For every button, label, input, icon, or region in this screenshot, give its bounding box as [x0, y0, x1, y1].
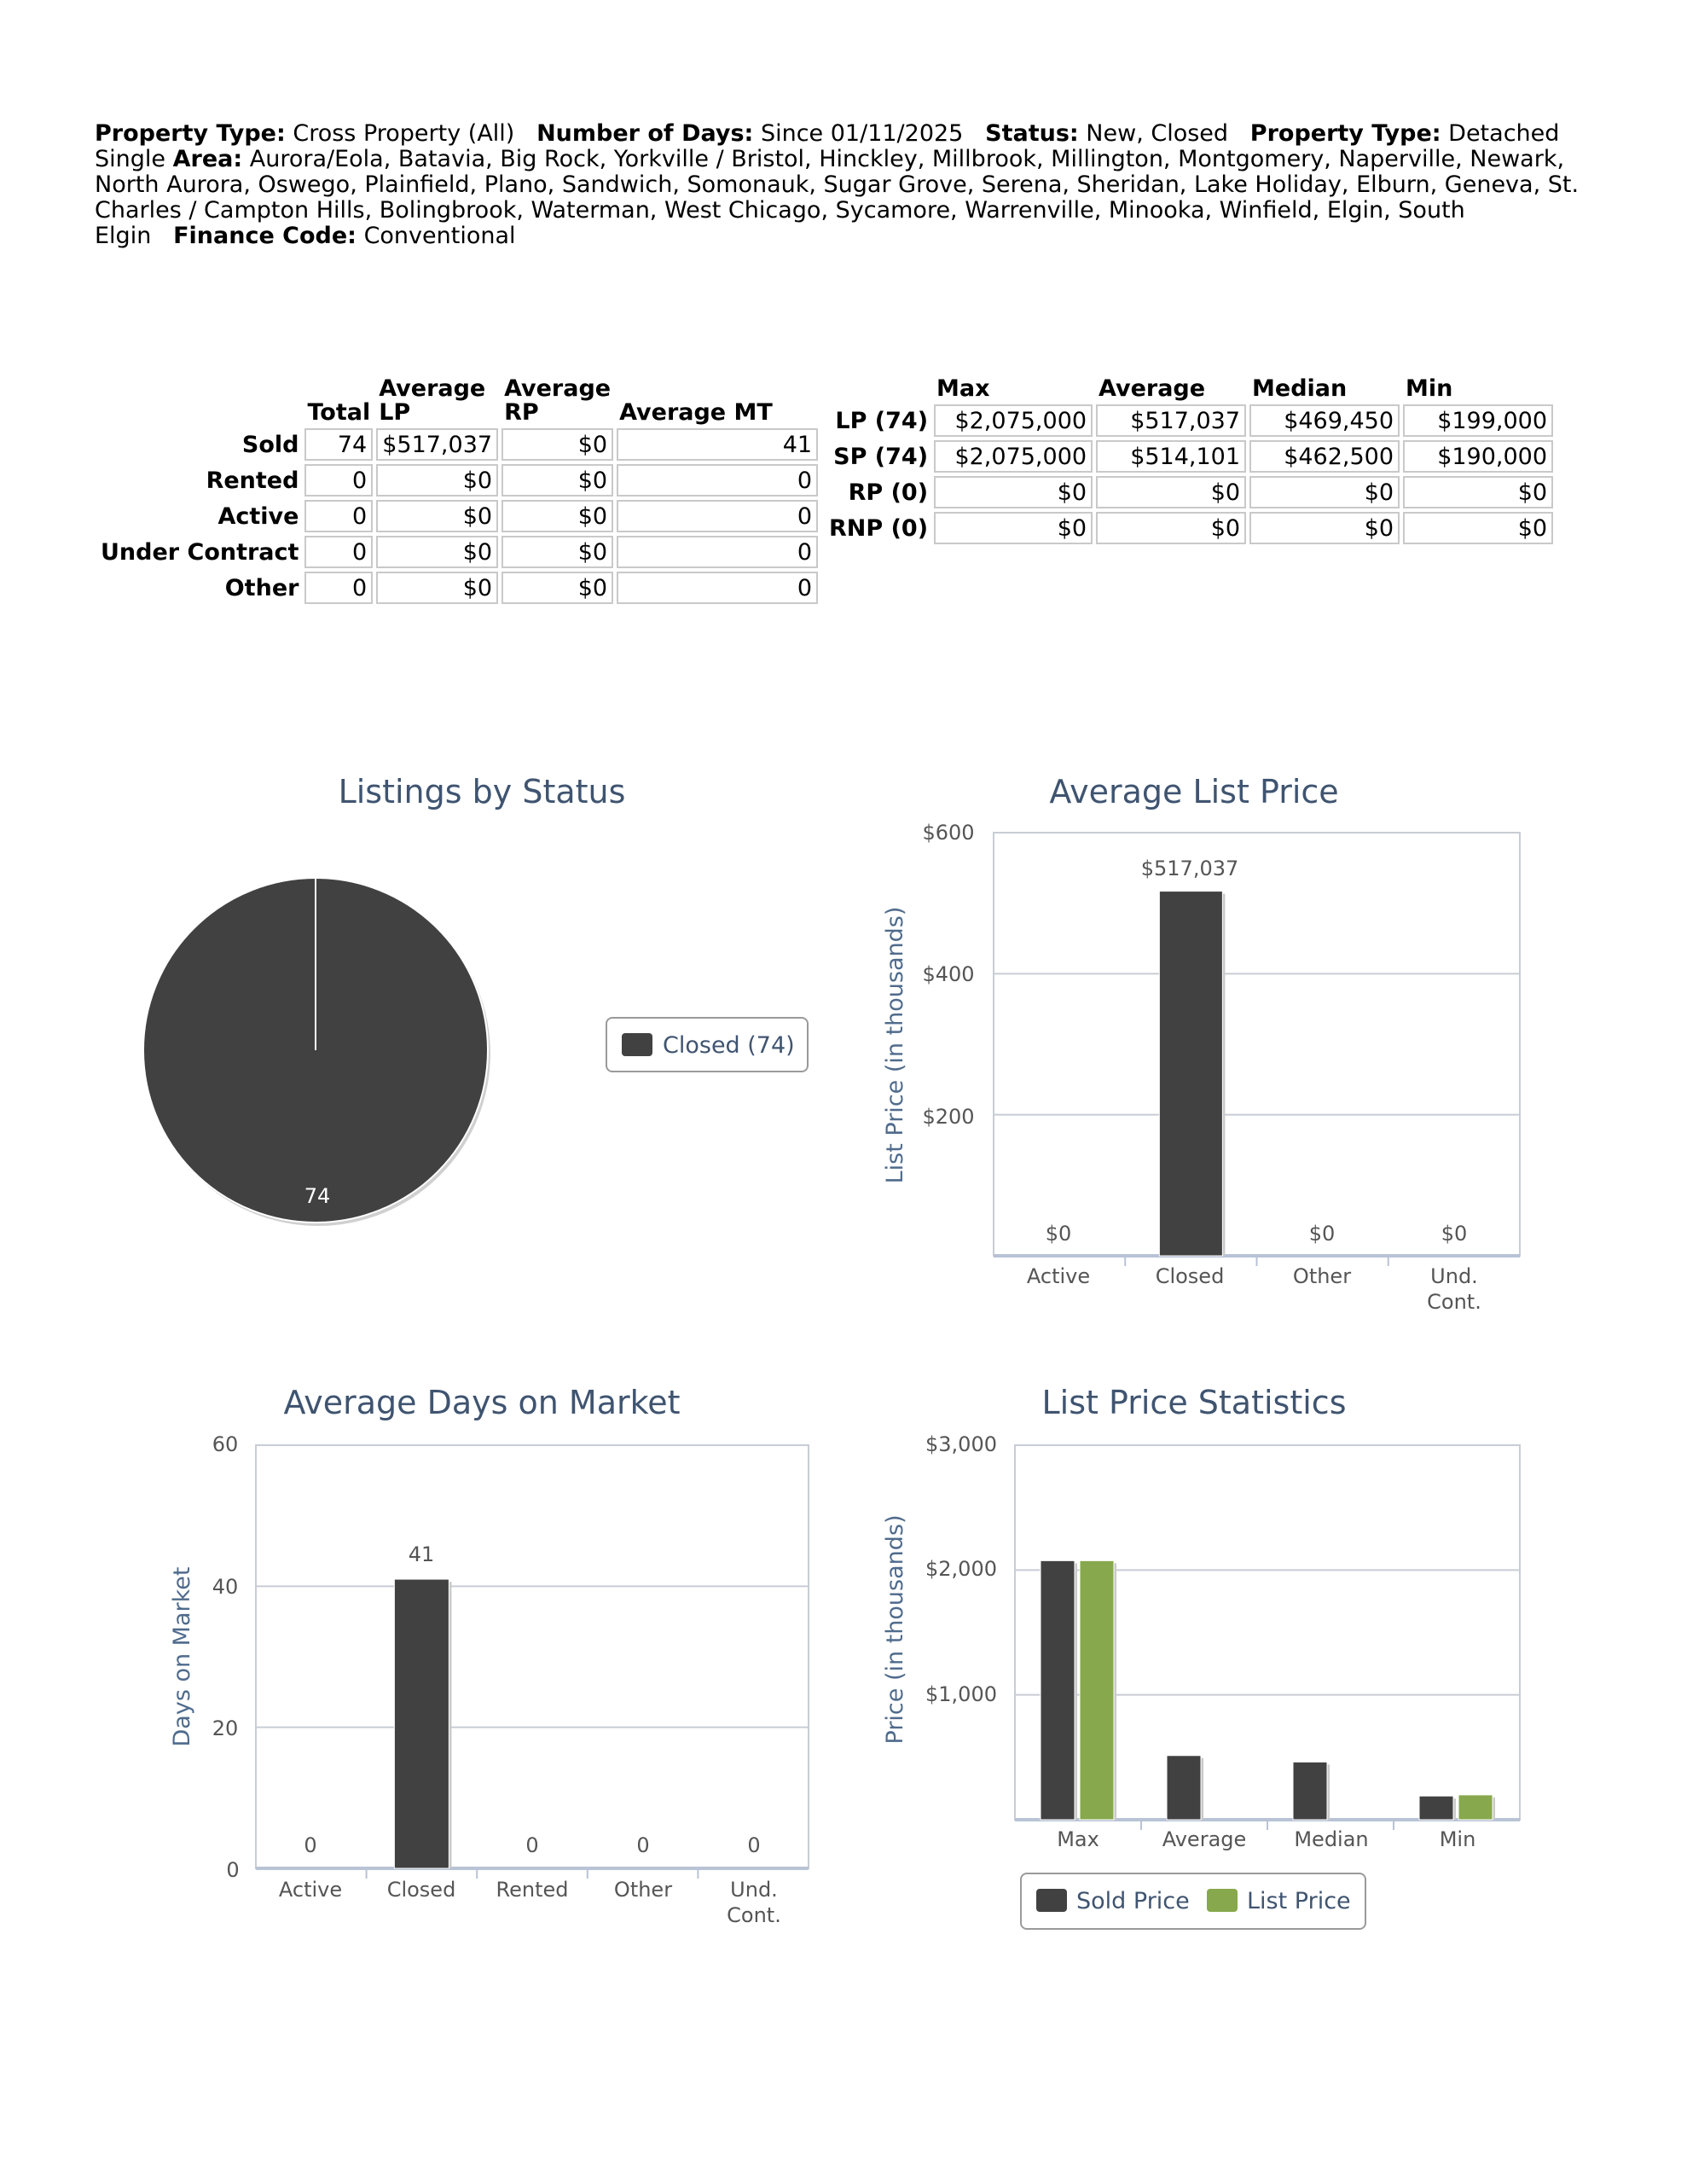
bar: [1419, 1796, 1453, 1820]
x-tick-label: [1427, 1264, 1481, 1314]
table-cell: 74: [304, 428, 373, 461]
x-ticks: [279, 1878, 781, 1927]
row-label: RNP (0): [829, 514, 929, 542]
criteria-property-type2-value: Detached Single: [95, 120, 1560, 172]
table-cell: 0: [617, 572, 818, 604]
data-label: $0: [1045, 1222, 1072, 1246]
x-tick-label: Active: [278, 1878, 343, 1902]
table-cell: 0: [617, 500, 818, 532]
table-cell: $0: [1249, 476, 1400, 508]
bar: [1293, 1762, 1327, 1820]
status-table-header: Average LP: [379, 375, 486, 426]
y-tick-label: $1,000: [925, 1682, 997, 1706]
row-label: Other: [224, 574, 299, 601]
y-ticks: [212, 1432, 240, 1882]
table-cell: $0: [934, 476, 1093, 508]
chart-title: List Price Statistics: [1041, 1384, 1347, 1421]
price-table-header: Median: [1252, 375, 1348, 402]
table-cell: $0: [501, 428, 613, 461]
x-tick-label: Average: [1162, 1827, 1247, 1851]
table-cell: $0: [1403, 476, 1553, 508]
bars: [1041, 1560, 1495, 1820]
y-tick-label: $2,000: [925, 1557, 997, 1581]
x-tick-label: Median: [1294, 1827, 1369, 1851]
chart-title: Average List Price: [1049, 773, 1339, 810]
listings-by-status-chart: [143, 773, 808, 1226]
table-cell: $2,075,000: [934, 404, 1093, 437]
y-tick-label: $400: [922, 962, 975, 986]
table-cell: $0: [376, 572, 498, 604]
table-cell: $462,500: [1249, 440, 1400, 473]
average-list-price-chart: [882, 773, 1520, 1314]
criteria-area-value: Aurora/Eola, Batavia, Big Rock, Yorkville / Bristol, Hinckley, Millbrook, Millington, Montgomery, Naperville, Newark, North Aurora, Oswego, Plainfield, Plano, Sandwich, Somonauk, Sugar Grove, Serena, Sheridan, Lake Holiday, Elburn, Geneva, St. Charles / Campton Hills, Bolingbrook, Waterman, West Chicago, Sycamore, Warrenville, Minooka, Winfield, Elgin, South Elgin: [95, 146, 1580, 249]
criteria-days-label: Number of Days:: [536, 120, 754, 147]
status-table-header: Total: [307, 399, 371, 426]
table-cell: $0: [501, 500, 613, 532]
table-cell: $469,450: [1249, 404, 1400, 437]
bar: [1159, 892, 1222, 1256]
table-cell: $2,075,000: [934, 440, 1093, 473]
data-label: $0: [1441, 1222, 1468, 1246]
price-table-header: Average: [1099, 375, 1206, 402]
y-tick-label: $3,000: [925, 1432, 997, 1456]
pie-slice-label: 74: [304, 1184, 331, 1208]
data-label: $0: [1308, 1222, 1336, 1246]
row-label: SP (74): [833, 443, 929, 470]
row-label: Sold: [241, 431, 299, 458]
average-days-on-market-chart: [169, 1384, 809, 1927]
row-label: Rented: [206, 467, 299, 494]
x-tick-label: Active: [1026, 1264, 1091, 1288]
x-tick-line: Und.: [1430, 1264, 1478, 1288]
table-cell: $517,037: [376, 428, 498, 461]
x-tick-line: Cont.: [727, 1903, 781, 1927]
table-cell: $0: [934, 512, 1093, 544]
bar: [1167, 1756, 1201, 1820]
criteria-property-type-value: Cross Property (All): [293, 120, 515, 147]
y-axis-label: List Price (in thousands): [882, 906, 908, 1184]
criteria-status-value: New, Closed: [1086, 120, 1229, 147]
table-cell: $0: [1096, 512, 1246, 544]
series-legend[interactable]: [1021, 1873, 1365, 1929]
x-tick-label: Other: [613, 1878, 673, 1902]
y-ticks: [922, 821, 974, 1129]
chart-title: Listings by Status: [338, 773, 626, 810]
bar: [1080, 1560, 1114, 1820]
data-label: 0: [304, 1833, 317, 1857]
status-table-header: Average RP: [504, 375, 612, 426]
pie-slices: [143, 878, 490, 1226]
table-cell: 0: [304, 464, 373, 497]
x-tick-label: Min: [1439, 1827, 1476, 1851]
legend-label: List Price: [1247, 1888, 1351, 1914]
legend-swatch: [1207, 1889, 1238, 1912]
legend-label: Sold Price: [1076, 1888, 1190, 1914]
y-tick-label: 60: [212, 1432, 239, 1456]
row-label: Active: [217, 502, 299, 530]
price-table-header: Min: [1406, 375, 1453, 402]
y-ticks: [925, 1432, 997, 1706]
data-label: 41: [408, 1542, 435, 1566]
x-tick-label: Other: [1292, 1264, 1352, 1288]
table-cell: $0: [501, 464, 613, 497]
x-tick-label: Closed: [386, 1878, 456, 1902]
pie-legend[interactable]: [606, 1018, 808, 1072]
criteria-status-label: Status:: [985, 120, 1079, 147]
chart-title: Average Days on Market: [283, 1384, 681, 1421]
table-cell: 0: [304, 500, 373, 532]
x-tick-label: [727, 1878, 781, 1927]
criteria-finance-label: Finance Code:: [173, 223, 357, 249]
gridlines: [256, 1445, 809, 1879]
table-cell: $199,000: [1403, 404, 1553, 437]
criteria-days-value: Since 01/11/2025: [760, 120, 964, 147]
x-tick-label: Rented: [496, 1878, 569, 1902]
table-cell: 0: [304, 572, 373, 604]
row-label: RP (0): [848, 479, 929, 506]
y-tick-label: 20: [212, 1716, 239, 1740]
x-ticks: [1057, 1827, 1475, 1851]
y-tick-label: 0: [226, 1858, 240, 1882]
x-ticks: [1027, 1264, 1481, 1314]
gridlines: [994, 833, 1520, 1266]
table-cell: $0: [1249, 512, 1400, 544]
table-cell: $0: [1403, 512, 1553, 544]
status-table-header: Average MT: [619, 399, 773, 426]
table-cell: $514,101: [1096, 440, 1246, 473]
criteria-property-type2-label: Property Type:: [1249, 120, 1441, 147]
legend-label: Closed (74): [663, 1032, 795, 1059]
row-label: Under Contract: [101, 538, 299, 566]
table-cell: $190,000: [1403, 440, 1553, 473]
bar: [394, 1579, 449, 1868]
table-cell: $0: [1096, 476, 1246, 508]
y-axis-label: Price (in thousands): [882, 1514, 908, 1745]
data-label: 0: [747, 1833, 761, 1857]
x-tick-line: Und.: [730, 1878, 778, 1902]
table-cell: $0: [376, 464, 498, 497]
criteria-finance-value: Conventional: [363, 223, 516, 249]
data-labels: [1046, 857, 1468, 1246]
row-label: LP (74): [835, 407, 929, 434]
bar: [1041, 1560, 1075, 1820]
plot-frame: [994, 833, 1520, 1256]
legend-swatch: [622, 1033, 652, 1056]
table-cell: $0: [501, 536, 613, 568]
list-price-statistics-chart: [882, 1384, 1520, 1929]
legend-swatch: [1036, 1889, 1067, 1912]
table-cell: 0: [617, 536, 818, 568]
table-cell: 0: [617, 464, 818, 497]
table-cell: $0: [376, 536, 498, 568]
data-labels: [304, 1542, 760, 1857]
table-cell: $0: [376, 500, 498, 532]
criteria-area-label: Area:: [172, 146, 243, 172]
x-tick-label: Closed: [1155, 1264, 1225, 1288]
price-table-header: Max: [936, 375, 990, 402]
x-tick-label: Max: [1057, 1827, 1099, 1851]
y-tick-label: 40: [212, 1575, 239, 1599]
table-cell: $517,037: [1096, 404, 1246, 437]
x-tick-line: Cont.: [1427, 1290, 1481, 1314]
table-cell: 0: [304, 536, 373, 568]
table-cell: $0: [501, 572, 613, 604]
data-label: $517,037: [1140, 857, 1239, 880]
data-label: 0: [525, 1833, 539, 1857]
plot-frame: [256, 1445, 809, 1868]
table-cell: 41: [617, 428, 818, 461]
bars: [394, 1579, 451, 1868]
y-tick-label: $200: [922, 1105, 975, 1129]
y-axis-label: Days on Market: [169, 1566, 195, 1747]
bars: [1159, 892, 1225, 1256]
y-tick-label: $600: [922, 821, 975, 845]
criteria-property-type-label: Property Type:: [95, 120, 286, 147]
bar: [1458, 1795, 1493, 1820]
data-label: 0: [636, 1833, 650, 1857]
